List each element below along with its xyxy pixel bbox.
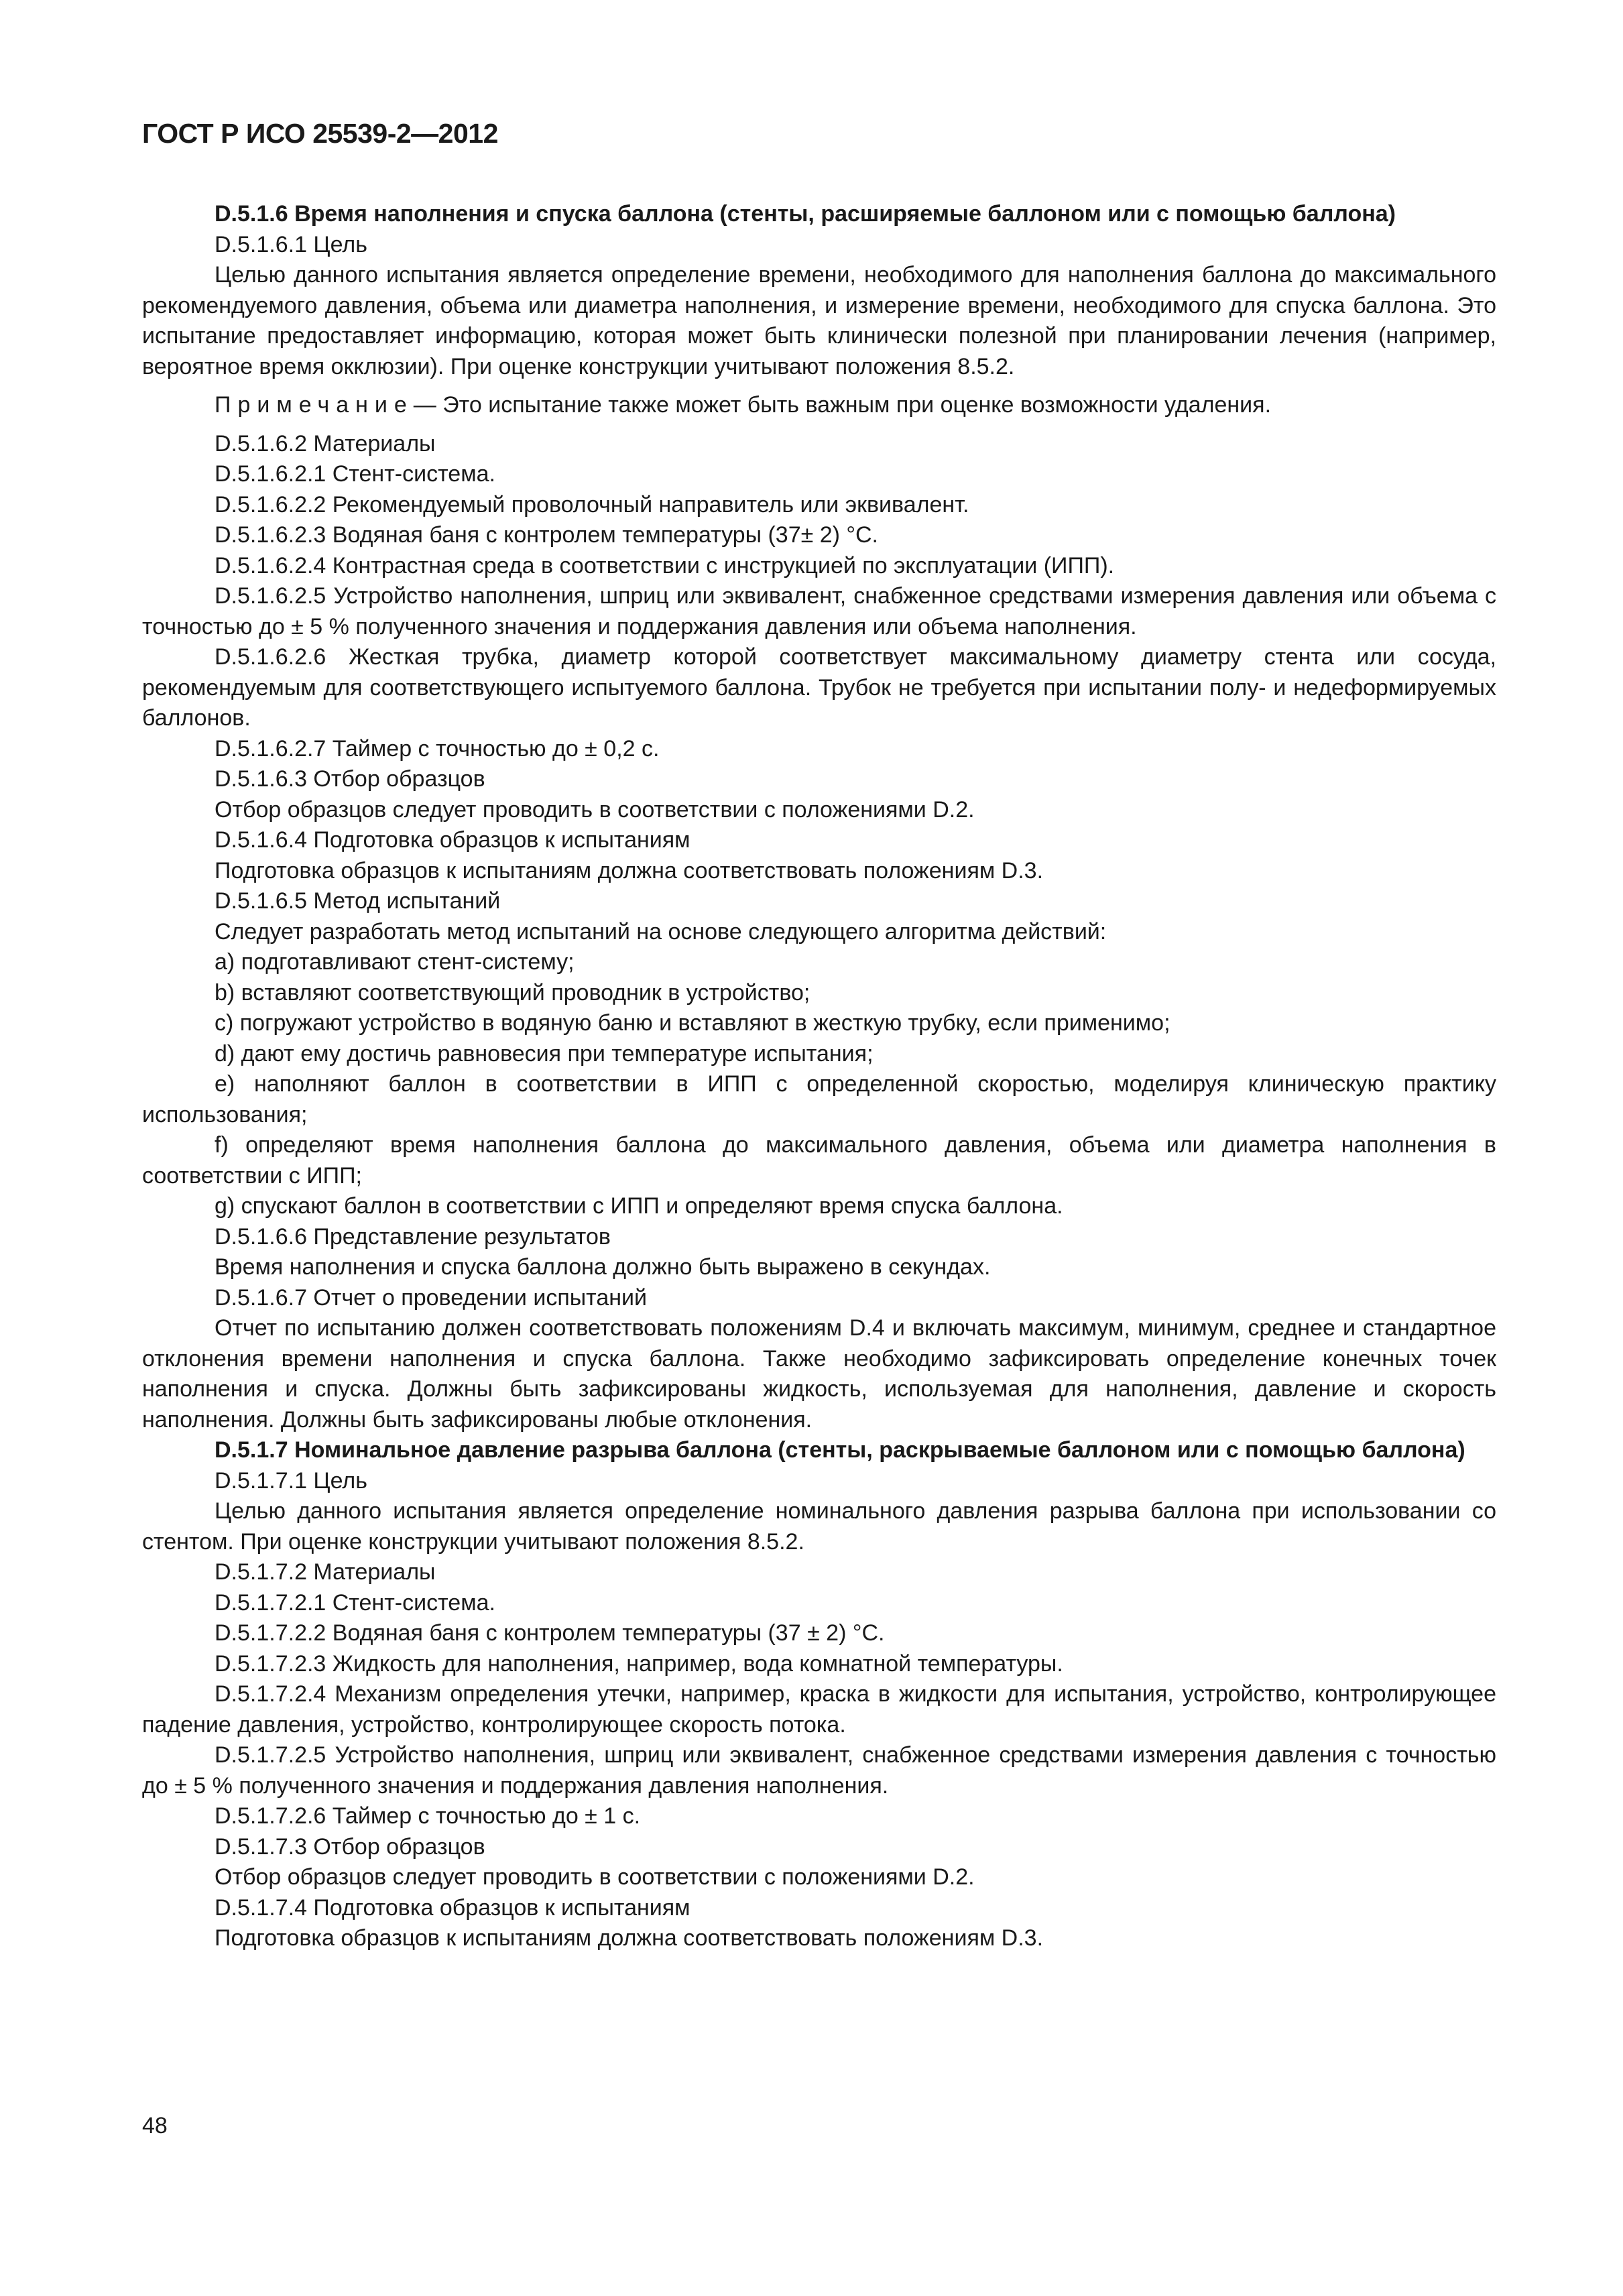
subsection-heading: D.5.1.6.5 Метод испытаний (215, 888, 501, 914)
paragraph: Время наполнения и спуска баллона должно быть выражено в секундах. (215, 1254, 991, 1280)
subsection-heading: D.5.1.7.1 Цель (215, 1467, 367, 1494)
note-label: Примечание (215, 392, 414, 418)
list-item: D.5.1.7.2.3 Жидкость для наполнения, например, вода комнатной температуры. (215, 1650, 1063, 1677)
subsection-heading: D.5.1.6.7 Отчет о проведении испытаний (215, 1284, 648, 1311)
list-item: D.5.1.6.2.3 Водяная баня с контролем температуры (37± 2) °С. (215, 522, 879, 548)
paragraph: Отбор образцов следует проводить в соответствии с положениями D.2. (215, 1864, 975, 1890)
list-item: a) подготавливают стент-систему; (215, 949, 575, 975)
subsection-heading: D.5.1.7.4 Подготовка образцов к испытаниям (215, 1894, 690, 1921)
list-item: d) дают ему достичь равновесия при температуре испытания; (215, 1040, 874, 1067)
section-heading-d5-1-7: D.5.1.7 Номинальное давление разрыва баллона (стенты, раскрываемые баллоном или с помощью баллона) (215, 1437, 1465, 1463)
subsection-heading: D.5.1.7.3 Отбор образцов (215, 1833, 485, 1860)
subsection-heading: D.5.1.6.3 Отбор образцов (215, 766, 485, 792)
note-paragraph (142, 390, 1496, 421)
list-item: f) определяют время наполнения баллона до максимального давления, объема или диаметра наполнения в соответствии с ИПП; (142, 1132, 1496, 1189)
subsection-heading: D.5.1.6.4 Подготовка образцов к испытаниям (215, 827, 690, 853)
list-item: D.5.1.6.2.1 Стент-система. (215, 461, 495, 487)
document-body (142, 199, 1496, 1954)
note-text: — Это испытание также может быть важным при оценке возможности удаления. (413, 392, 1272, 418)
subsection-heading: D.5.1.6.2 Материалы (215, 430, 436, 457)
section-heading-d5-1-6: D.5.1.6 Время наполнения и спуска баллона (стенты, расширяемые баллоном или с помощью баллона) (215, 201, 1396, 227)
list-item: D.5.1.6.2.2 Рекомендуемый проволочный направитель или эквивалент. (215, 491, 969, 518)
paragraph: Подготовка образцов к испытаниям должна соответствовать положениям D.3. (215, 1925, 1044, 1951)
list-item: D.5.1.7.2.6 Таймер с точностью до ± 1 с. (215, 1803, 641, 1829)
list-item: D.5.1.6.2.7 Таймер с точностью до ± 0,2 с. (215, 735, 660, 762)
list-item: D.5.1.6.2.5 Устройство наполнения, шприц или эквивалент, снабженное средствами измерения давления или объема с точностью до ± 5 % полученного значения и поддержания давления или объема наполнения. (142, 583, 1496, 640)
document-id-header: ГОСТ Р ИСО 25539-2—2012 (142, 118, 498, 149)
list-item: D.5.1.7.2.4 Механизм определения утечки, например, краска в жидкости для испытания, устройство, контролирующее падение давления, устройство, контролирующее скорость потока. (142, 1681, 1496, 1738)
list-item: D.5.1.7.2.2 Водяная баня с контролем температуры (37 ± 2) °С. (215, 1620, 885, 1646)
list-item: D.5.1.6.2.6 Жесткая трубка, диаметр которой соответствует максимальному диаметру стента или сосуда, рекомендуемым для соответствующего испытуемого баллона. Трубок не требуется при испытании полу- и недеформируемых баллонов. (142, 644, 1496, 731)
list-item: g) спускают баллон в соответствии с ИПП и определяют время спуска баллона. (215, 1193, 1063, 1219)
list-item: D.5.1.7.2.1 Стент-система. (215, 1589, 495, 1616)
paragraph: Отчет по испытанию должен соответствовать положениям D.4 и включать максимум, минимум, среднее и стандартное отклонения времени наполнения и спуска баллона. Также необходимо зафиксировать определение конечных точек наполнения и спуска. Должны быть зафиксированы жидкость, используемая для наполнения, давление и скорость наполнения. Должны быть зафиксированы любые отклонения. (142, 1315, 1496, 1433)
paragraph: Целью данного испытания является определение номинального давления разрыва баллона при использовании со стентом. При оценке конструкции учитывают положения 8.5.2. (142, 1498, 1496, 1555)
list-item: b) вставляют соответствующий проводник в устройство; (215, 979, 810, 1006)
paragraph: Целью данного испытания является определение времени, необходимого для наполнения баллона до максимального рекомендуемого давления, объема или диаметра наполнения, и измерение времени, необходимого для спуска баллона. Это испытание предоставляет информацию, которая может быть клинически полезной при планировании лечения (например, вероятное время окклюзии). При оценке конструкции учитывают положения 8.5.2. (142, 262, 1496, 379)
subsection-heading: D.5.1.6.6 Представление результатов (215, 1223, 611, 1250)
list-item: e) наполняют баллон в соответствии в ИПП с определенной скоростью, моделируя клиническую практику использования; (142, 1071, 1496, 1128)
list-item: D.5.1.6.2.4 Контрастная среда в соответствии с инструкцией по эксплуатации (ИПП). (215, 552, 1115, 579)
list-item: D.5.1.7.2.5 Устройство наполнения, шприц или эквивалент, снабженное средствами измерения давления с точностью до ± 5 % полученного значения и поддержания давления наполнения. (142, 1742, 1496, 1799)
list-item: c) погружают устройство в водяную баню и вставляют в жесткую трубку, если применимо; (215, 1010, 1170, 1036)
paragraph: Подготовка образцов к испытаниям должна соответствовать положениям D.3. (215, 857, 1044, 884)
page-number: 48 (142, 2113, 168, 2138)
subsection-heading: D.5.1.6.1 Цель (215, 231, 367, 257)
subsection-heading: D.5.1.7.2 Материалы (215, 1559, 436, 1585)
paragraph: Отбор образцов следует проводить в соответствии с положениями D.2. (215, 796, 975, 823)
paragraph: Следует разработать метод испытаний на основе следующего алгоритма действий: (215, 918, 1107, 945)
